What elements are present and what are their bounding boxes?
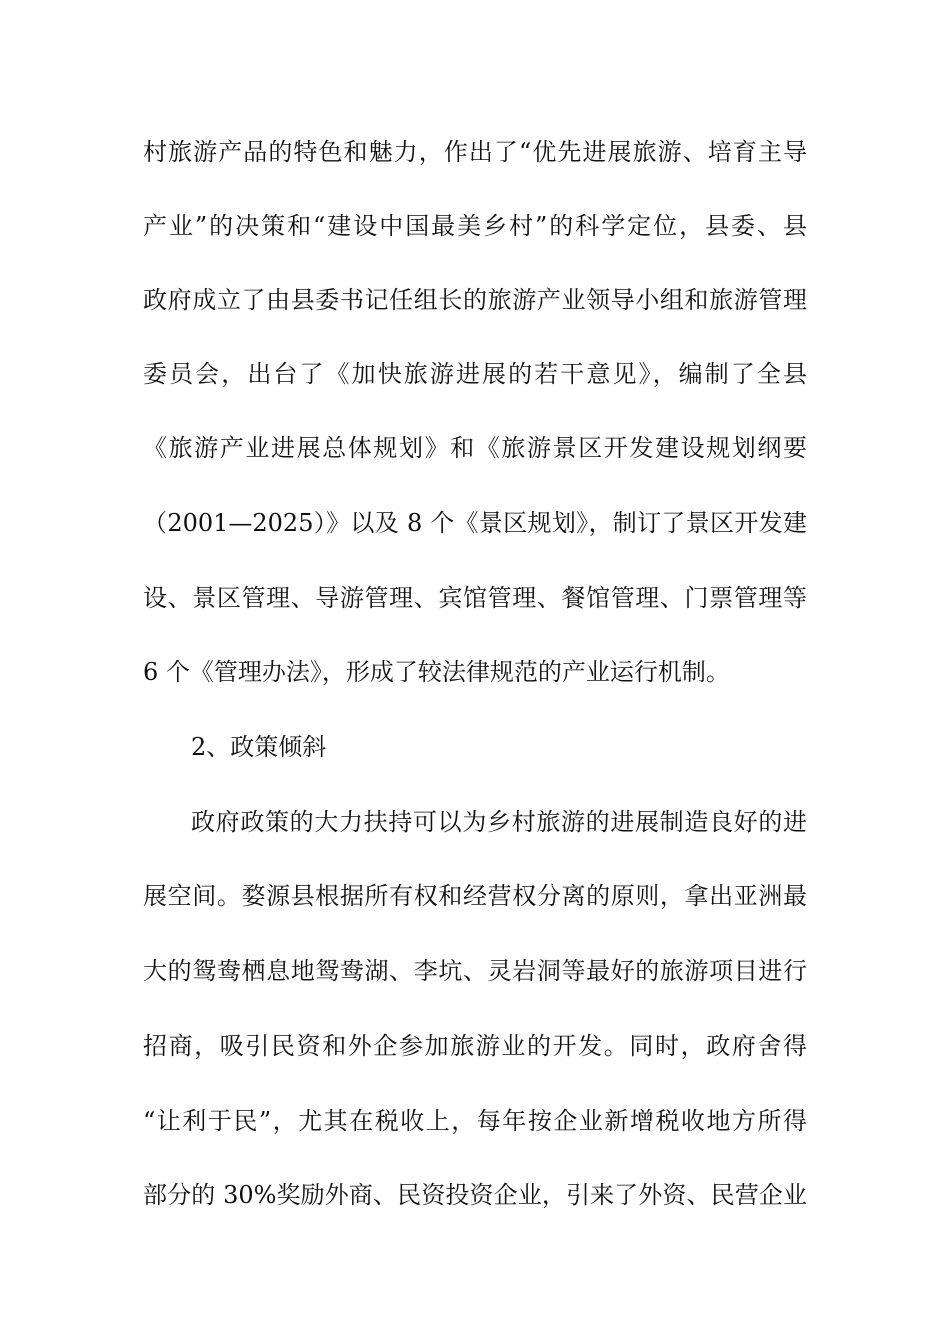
paragraph-line: 招商，吸引民资和外企参加旅游业的开发。同时，政府舍得 (143, 1032, 807, 1060)
paragraph-line: 《旅游产业进展总体规划》和《旅游景区开发建设规划纲要 (143, 434, 807, 462)
paragraph-line: 政府政策的大力扶持可以为乡村旅游的进展制造良好的进 (191, 808, 807, 836)
paragraph-line: 设、景区管理、导游管理、宾馆管理、餐馆管理、门票管理等 (143, 584, 807, 612)
paragraph-line: 6 个《管理办法》，形成了较法律规范的产业运行机制。 (143, 658, 730, 686)
paragraph-line: 大的鸳鸯栖息地鸳鸯湖、李坑、灵岩洞等最好的旅游项目进行 (143, 957, 807, 985)
paragraph-line: 村旅游产品的特色和魅力，作出了“优先进展旅游、培育主导 (143, 138, 807, 166)
paragraph-line: 产业”的决策和“建设中国最美乡村”的科学定位，县委、县 (143, 212, 807, 240)
section-heading: 2、政策倾斜 (191, 733, 327, 761)
paragraph-line: 委员会，出台了《加快旅游进展的若干意见》，编制了全县 (143, 360, 807, 388)
paragraph-line: （2001—2025）》以及 8 个《景区规划》，制订了景区开发建 (143, 509, 807, 537)
paragraph-line: 政府成立了由县委书记任组长的旅游产业领导小组和旅游管理 (143, 286, 807, 314)
paragraph-line: 展空间。婺源县根据所有权和经营权分离的原则，拿出亚洲最 (143, 882, 807, 910)
paragraph-line: 部分的 30%奖励外商、民资投资企业，引来了外资、民营企业 (143, 1181, 807, 1209)
paragraph-line: “让利于民”，尤其在税收上，每年按企业新增税收地方所得 (143, 1107, 807, 1135)
